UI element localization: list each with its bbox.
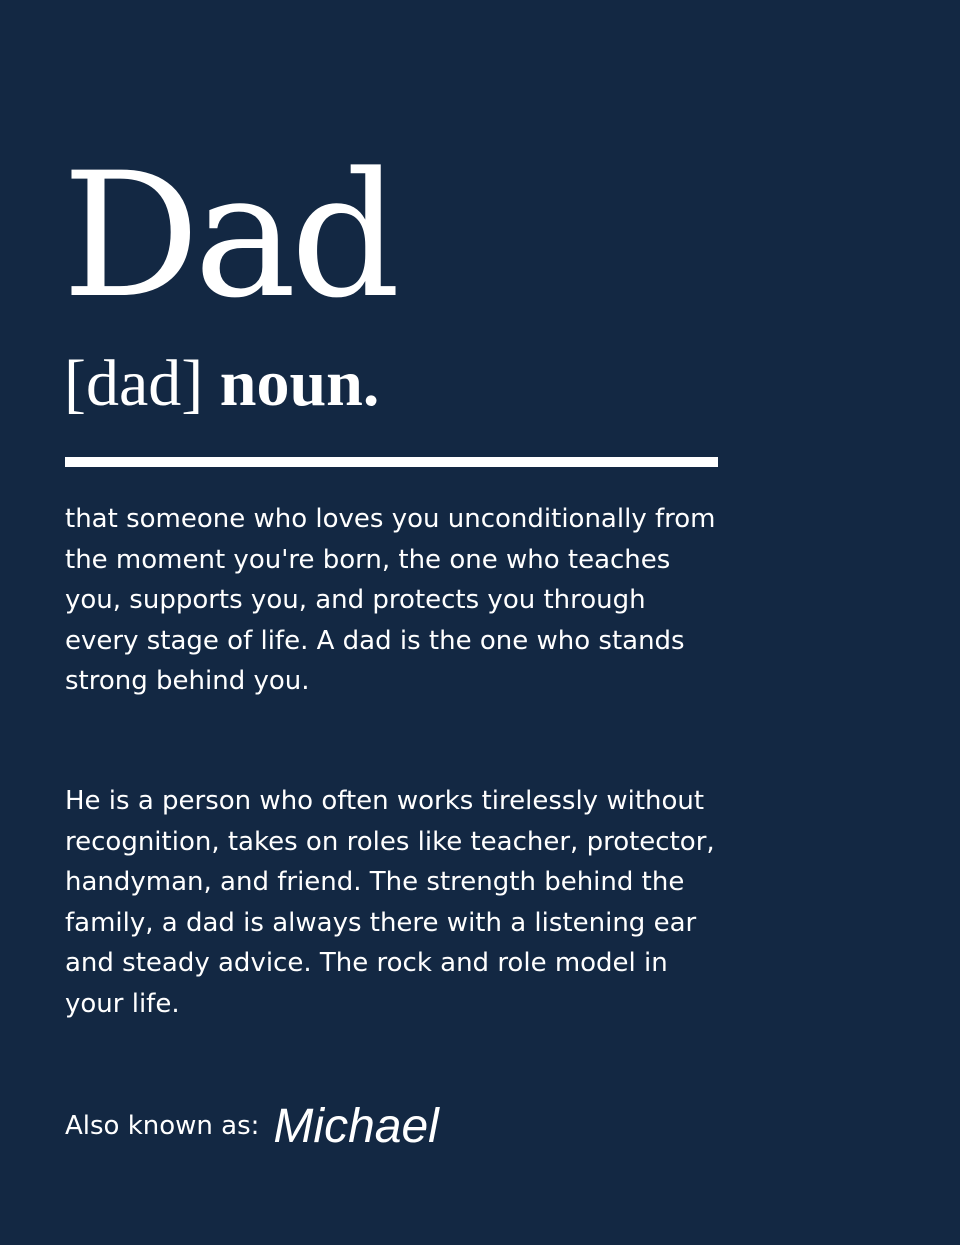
aka-name: Michael: [273, 1099, 439, 1153]
divider: [65, 457, 718, 467]
also-known-as: [65, 1096, 439, 1156]
definition-paragraph-2: He is a person who often works tirelessly without recognition, takes on roles like teacher, protector, handyman, and friend. The strength behind the family, a dad is always there with a listening ear and steady advice. The rock and role model in your life.: [65, 786, 715, 1019]
pronunciation: [dad]: [64, 347, 204, 420]
part-of-speech: noun.: [219, 347, 380, 420]
headword: Dad: [62, 135, 395, 336]
definition-paragraph-1: that someone who loves you unconditionally from the moment you're born, the one who teaches you, supports you, and protects you through every stage of life. A dad is the one who stands strong behind you.: [65, 504, 716, 696]
pronunciation-line: [64, 348, 379, 421]
aka-label: Also known as:: [65, 1111, 260, 1141]
